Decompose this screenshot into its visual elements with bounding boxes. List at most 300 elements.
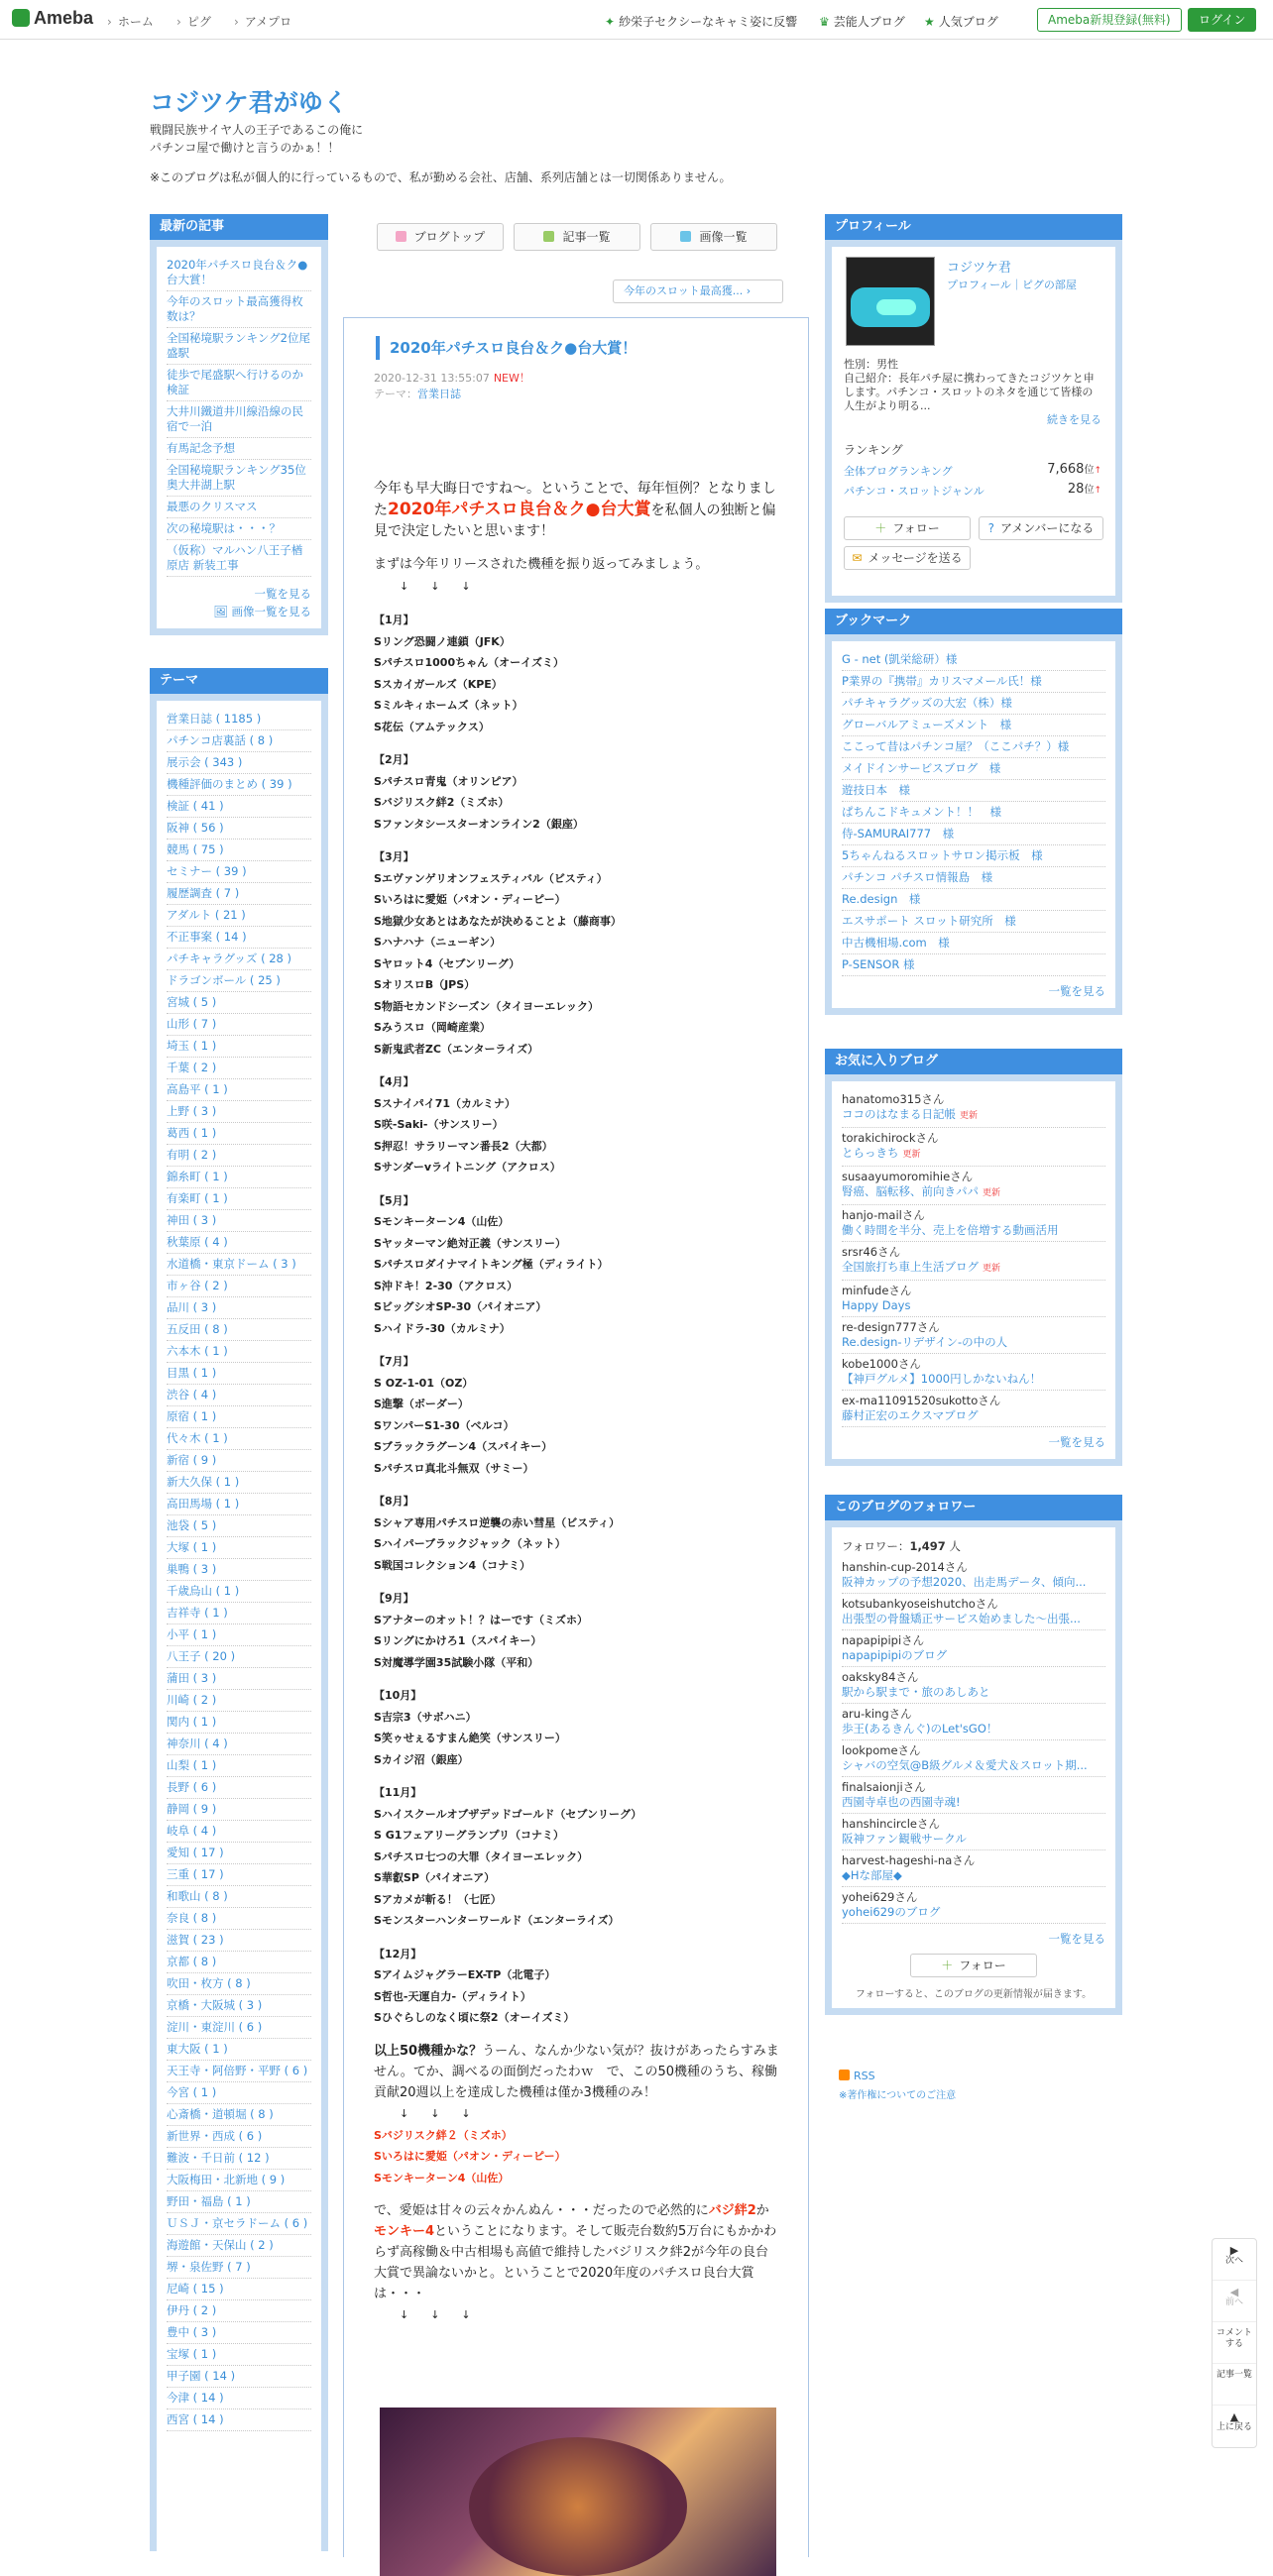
article-date-text: 2020-12-31 13:55:07 xyxy=(374,372,490,385)
month-label: 【10月】 xyxy=(374,1689,422,1702)
article-image[interactable] xyxy=(380,2408,776,2576)
bookmark-link[interactable]: G - net (凱栄総研）様 xyxy=(842,649,1105,671)
follower-item xyxy=(842,1667,1105,1704)
theme-link[interactable]: 関内 ( 1 ) xyxy=(167,1712,311,1734)
blog-desc-line1: 戦闘民族サイヤ人の王子であるこの俺に xyxy=(150,123,364,137)
recent-post-link[interactable]: 全国秘境駅ランキング2位尾盛駅 xyxy=(167,328,311,365)
bookmark-link[interactable]: グローバルアミューズメント 様 xyxy=(842,715,1105,736)
theme-link[interactable]: 品川 ( 3 ) xyxy=(167,1297,311,1319)
ranking-row-genre[interactable] xyxy=(844,483,1101,499)
san-suffix: さん xyxy=(916,1320,940,1334)
theme-link[interactable]: 京橋・大阪城 ( 3 ) xyxy=(167,1995,311,2017)
theme-link[interactable]: 大塚 ( 1 ) xyxy=(167,1537,311,1559)
prev-label: 前へ xyxy=(1224,2297,1243,2307)
recent-post-link[interactable]: 次の秘境駅は・・・？ xyxy=(167,518,311,540)
month-label: 【4月】 xyxy=(374,1075,414,1088)
theme-link[interactable]: 原宿 ( 1 ) xyxy=(167,1406,311,1428)
follower-blog-link[interactable]: ◆Hな部屋◆ xyxy=(842,1868,902,1882)
message-button[interactable] xyxy=(844,546,971,570)
bookmark-link[interactable]: 遊技日本 様 xyxy=(842,780,1105,802)
machine-item: S沖ドキ！2-30（アクロス） xyxy=(374,1279,519,1292)
recent-post-link[interactable]: 全国秘境駅ランキング35位 奥大井湖上駅 xyxy=(167,460,311,497)
bookmark-link[interactable]: ぱちんこドキュメント！！ 様 xyxy=(842,802,1105,824)
machine-item: Sモンスターハンターワールド（エンターライズ） xyxy=(374,1914,620,1927)
bookmark-link[interactable]: 中古機相場.com 様 xyxy=(842,933,1105,954)
article-list-button[interactable] xyxy=(1213,2364,1256,2406)
rank-unit-2: 位 xyxy=(1084,485,1095,496)
down-arrows-3: ↓ ↓ ↓ xyxy=(400,2308,471,2321)
follower-blog-link[interactable]: 阪神カップの予想2020、出走馬データ、傾向... xyxy=(842,1575,1087,1589)
follower-user-name: lookpome xyxy=(842,1743,898,1757)
machine-item: Sみうスロ（岡崎産業） xyxy=(374,1021,491,1034)
blog-disclaimer: ※このブログは私が個人的に行っているもので、私が勤める会社、店舗、系列店舗とは一切関係ありません。 xyxy=(150,170,732,184)
ameba-logo[interactable] xyxy=(12,8,93,29)
blog-title[interactable]: コジツケ君がゆく xyxy=(150,88,348,117)
follower-item xyxy=(842,1777,1105,1814)
signup-button[interactable]: Ameba新規登録(無料) xyxy=(1037,8,1182,32)
theme-link[interactable]: 有楽町 ( 1 ) xyxy=(167,1188,311,1210)
theme-link[interactable]: 秋葉原 ( 4 ) xyxy=(167,1232,311,1254)
nav-pigg[interactable] xyxy=(176,13,211,30)
rss-label: RSS xyxy=(854,2070,875,2082)
celebrity-blog-label: 芸能人ブログ xyxy=(833,15,905,29)
theme-link[interactable]: 堺・泉佐野 ( 7 ) xyxy=(167,2257,311,2279)
favorite-blog-link[interactable]: ココのはなまる日記帳 xyxy=(842,1107,956,1121)
machine-item: S地獄少女あとはあなたが決めることよ（藤商事） xyxy=(374,914,622,928)
machine-item: SオリスロB（JPS） xyxy=(374,978,476,991)
theme-link[interactable]: 池袋 ( 5 ) xyxy=(167,1515,311,1537)
favorite-blog-link[interactable]: 全国旅打ち車上生活ブログ xyxy=(842,1260,979,1274)
machine-item: Sバジリスク絆2（ミズホ） xyxy=(374,796,510,809)
tab-articles[interactable] xyxy=(514,223,640,251)
follower-blog-link[interactable]: yohei629のブログ xyxy=(842,1905,941,1919)
favorite-blogs-content xyxy=(832,1081,1115,1459)
floating-nav xyxy=(1212,2238,1257,2448)
follower-blog-link[interactable]: 阪神ファン観戦サークル xyxy=(842,1832,967,1846)
theme-link[interactable]: 有明 ( 2 ) xyxy=(167,1145,311,1167)
machine-item: SアイムジャグラーEX-TP（北電子） xyxy=(374,1968,556,1981)
updated-badge: 更新 xyxy=(902,1150,921,1160)
favorite-blog-link[interactable]: 働く時間を半分、売上を倍増する動画活用 xyxy=(842,1223,1059,1237)
comment-label: コメントする xyxy=(1215,2328,1252,2349)
theme-link[interactable]: 吉祥寺 ( 1 ) xyxy=(167,1603,311,1624)
article-date xyxy=(374,370,530,386)
tab-blog-top-label: ブログトップ xyxy=(413,230,486,244)
machine-item: Sいろはに愛姫（パオン・ディーピー） xyxy=(374,893,566,906)
copyright-note-link[interactable]: ※著作権についてのご注意 xyxy=(839,2090,957,2101)
article-theme-link[interactable]: 営業日誌 xyxy=(417,388,461,400)
tab-images[interactable] xyxy=(650,223,777,251)
theme-link[interactable]: 目黒 ( 1 ) xyxy=(167,1363,311,1385)
updated-badge: 更新 xyxy=(983,1264,1001,1274)
image-more-link[interactable] xyxy=(167,603,311,620)
theme-link[interactable]: 伊丹 ( 2 ) xyxy=(167,2300,311,2322)
recent-post-link[interactable]: 大井川鐵道井川線沿線の民宿で一泊 xyxy=(167,401,311,438)
theme-link[interactable]: 三重 ( 17 ) xyxy=(167,1864,311,1886)
theme-link[interactable]: 東大阪 ( 1 ) xyxy=(167,2039,311,2061)
theme-link[interactable]: 神田 ( 3 ) xyxy=(167,1210,311,1232)
bookmark-content xyxy=(832,641,1115,1008)
follower-blog-link[interactable]: 歩王(あるきんぐ)のLet'sGO！ xyxy=(842,1722,998,1736)
conclusion-text-c: ということになります。そして販売台数約5万台にもかかわらず高稼働＆中古相場も高値で維持したバジリスク絆2が今年の良台大賞で異論ないかと。ということで2020年度のパチスロ良台大賞は・・・ xyxy=(374,2224,777,2301)
bookmark-header: ブックマーク xyxy=(825,609,1122,634)
prev-article-link[interactable] xyxy=(613,280,783,303)
message-button-label: メッセージを送る xyxy=(868,551,963,565)
question-icon: ? xyxy=(987,521,994,535)
machine-item: Sパチスロ1000ちゃん（オーイズミ） xyxy=(374,656,564,669)
follower-blog-link[interactable]: 駅から駅まで・旅のあしあと xyxy=(842,1685,990,1699)
san-suffix: さん xyxy=(901,1633,925,1647)
theme-link[interactable]: 淀川・東淀川 ( 6 ) xyxy=(167,2017,311,2039)
recent-post-link[interactable]: （仮称）マルハン八王子楢原店 新装工事 xyxy=(167,540,311,577)
follower-item xyxy=(842,1740,1105,1777)
nav-amepro[interactable] xyxy=(234,13,291,30)
machine-item: Sエヴァンゲリオンフェスティバル（ビスティ） xyxy=(374,871,608,885)
bookmark-link[interactable]: ここって昔はパチンコ屋？（ここパチ？）様 xyxy=(842,736,1105,758)
favorite-user xyxy=(842,1208,1105,1223)
theme-link[interactable]: 吹田・枚方 ( 8 ) xyxy=(167,1973,311,1995)
bookmark-more-link[interactable]: 一覧を見る xyxy=(1048,984,1105,998)
recent-post-link[interactable]: 徒歩で尾盛駅へ行けるのか検証 xyxy=(167,365,311,401)
theme-link[interactable]: 五反田 ( 8 ) xyxy=(167,1319,311,1341)
favorite-user xyxy=(842,1357,1105,1372)
tab-articles-label: 記事一覧 xyxy=(562,230,611,244)
favorite-user-name: hanjo-mail xyxy=(842,1208,902,1222)
nav-pigg-label: ピグ xyxy=(186,15,211,29)
san-suffix: さん xyxy=(895,1670,919,1684)
rank-unit-1: 位 xyxy=(1084,465,1095,476)
theme-link[interactable]: 海遊館・天保山 ( 2 ) xyxy=(167,2235,311,2257)
celebrity-blog-link[interactable] xyxy=(819,13,905,30)
top-bar xyxy=(0,0,1273,40)
top3-item-2: Sいろはに愛姫（パオン・ディーピー） xyxy=(374,2150,566,2163)
theme-link[interactable]: 愛知 ( 17 ) xyxy=(167,1843,311,1864)
home-icon xyxy=(396,231,406,242)
machine-item: Sハイパーブラックジャック（ネット） xyxy=(374,1537,566,1550)
favorite-blog-item xyxy=(842,1242,1105,1281)
recent-more-link[interactable]: 一覧を見る xyxy=(254,587,311,601)
theme-link[interactable]: ドラゴンボール ( 25 ) xyxy=(167,970,311,992)
back-to-top-label: 上に戻る xyxy=(1215,2422,1252,2432)
machine-item: Sサンダーvライトニング（アクロス） xyxy=(374,1161,561,1174)
sparkle-icon: ✦ xyxy=(605,15,616,29)
machine-photo xyxy=(469,2437,687,2576)
machine-item: S G1フェアリーグランプリ（コナミ） xyxy=(374,1829,565,1842)
theme-link[interactable]: 宮城 ( 5 ) xyxy=(167,992,311,1014)
theme-link[interactable]: 高島平 ( 1 ) xyxy=(167,1079,311,1101)
theme-link[interactable]: 新世界・西成 ( 6 ) xyxy=(167,2126,311,2148)
theme-link[interactable]: 代々木 ( 1 ) xyxy=(167,1428,311,1450)
follower-item xyxy=(842,1887,1105,1924)
bookmark-link[interactable]: パチンコ パチスロ情報島 様 xyxy=(842,867,1105,889)
theme-link[interactable]: 千葉 ( 2 ) xyxy=(167,1058,311,1079)
bookmark-link[interactable]: 侍-SAMURAI777 様 xyxy=(842,824,1105,845)
san-suffix: さん xyxy=(877,1245,901,1259)
theme-link[interactable]: 六本木 ( 1 ) xyxy=(167,1341,311,1363)
blog-desc-line2: パチンコ屋で働けと言うのかぁ！！ xyxy=(150,141,340,155)
machine-item: Sブラックラグーン4（スパイキー） xyxy=(374,1440,553,1453)
nav-home[interactable] xyxy=(107,13,154,30)
theme-link[interactable]: 大阪梅田・北新地 ( 9 ) xyxy=(167,2170,311,2191)
follower-blog-link[interactable]: napapipipiのブログ xyxy=(842,1648,948,1662)
theme-link[interactable]: 山梨 ( 1 ) xyxy=(167,1755,311,1777)
theme-link[interactable]: パチキャラグッズ ( 28 ) xyxy=(167,949,311,970)
follower-count-unit: 人 xyxy=(949,1539,961,1553)
machine-item: Sパチスロダイナマイトキング極（ディライト） xyxy=(374,1258,609,1271)
favorite-blog-line xyxy=(842,1146,1105,1163)
favorite-blog-link[interactable]: Re.design-リデザイン-の中の人 xyxy=(842,1335,1008,1349)
theme-link[interactable]: 高田馬場 ( 1 ) xyxy=(167,1494,311,1515)
follower-user xyxy=(842,1743,1105,1758)
follower-count-label: フォロワー： xyxy=(842,1539,910,1553)
recent-post-link[interactable]: 有馬記念予想 xyxy=(167,438,311,460)
rank2-label: パチンコ・スロットジャンル xyxy=(844,485,984,498)
theme-link[interactable]: 蒲田 ( 3 ) xyxy=(167,1668,311,1690)
avatar[interactable] xyxy=(846,257,935,346)
theme-link[interactable]: 天王寺・阿倍野・平野 ( 6 ) xyxy=(167,2061,311,2082)
machine-item: Sリング恐闘ノ連鎖（JFK） xyxy=(374,634,511,648)
san-suffix: さん xyxy=(978,1394,1001,1407)
intro-text-1: 今年も早大晦日ですね～。ということで、毎年恒例？となりました xyxy=(374,481,776,518)
lead-text: まずは今年リリースされた機種を振り返ってみましょう。 xyxy=(374,557,709,572)
machine-item: Sスナイパイ71（カルミナ） xyxy=(374,1096,517,1110)
machine-item: S OZ-1-01（OZ） xyxy=(374,1376,474,1390)
machine-item: SワンパーS1-30（ベルコ） xyxy=(374,1418,515,1432)
month-label: 【2月】 xyxy=(374,753,414,766)
rank1-value: 7,668 xyxy=(1047,462,1085,477)
theme-link[interactable]: 検証 ( 41 ) xyxy=(167,796,311,818)
theme-link[interactable]: 甲子園 ( 14 ) xyxy=(167,2366,311,2388)
theme-link[interactable]: 京都 ( 8 ) xyxy=(167,1952,311,1973)
san-suffix: さん xyxy=(915,1131,939,1145)
theme-link[interactable]: アダルト ( 21 ) xyxy=(167,905,311,927)
theme-link[interactable]: 豊中 ( 3 ) xyxy=(167,2322,311,2344)
follower-blog-link[interactable]: 出張型の骨盤矯正サービス始めました～出張... xyxy=(842,1612,1081,1625)
tab-blog-top[interactable] xyxy=(377,223,504,251)
machine-item: Sシャア専用パチスロ逆襲の赤い彗星（ビスティ） xyxy=(374,1515,621,1529)
month-label: 【9月】 xyxy=(374,1592,414,1605)
theme-link[interactable]: 長野 ( 6 ) xyxy=(167,1777,311,1799)
favorite-user xyxy=(842,1394,1105,1408)
updated-badge: 更新 xyxy=(983,1188,1001,1198)
theme-link[interactable]: 岐阜 ( 4 ) xyxy=(167,1821,311,1843)
theme-link[interactable]: 機種評価のまとめ ( 39 ) xyxy=(167,774,311,796)
theme-link[interactable]: 展示会 ( 343 ) xyxy=(167,752,311,774)
logo-text: Ameba xyxy=(34,8,94,28)
favorite-blog-item xyxy=(842,1391,1105,1427)
favorite-user xyxy=(842,1170,1105,1184)
news-link[interactable] xyxy=(605,13,797,30)
amember-button[interactable] xyxy=(979,516,1103,540)
bookmark-link[interactable]: Re.design 様 xyxy=(842,889,1105,911)
theme-link[interactable]: 阪神 ( 56 ) xyxy=(167,818,311,840)
profile-readmore-link[interactable]: 続きを見る xyxy=(1047,413,1101,426)
theme-link[interactable]: 心斎橋・道頓堀 ( 8 ) xyxy=(167,2104,311,2126)
bookmark-link[interactable]: エスサポート スロット研究所 様 xyxy=(842,911,1105,933)
theme-link[interactable]: 山形 ( 7 ) xyxy=(167,1014,311,1036)
theme-link[interactable]: 野田・福島 ( 1 ) xyxy=(167,2191,311,2213)
theme-link[interactable]: 和歌山 ( 8 ) xyxy=(167,1886,311,1908)
back-to-top-button[interactable] xyxy=(1213,2406,1256,2447)
follow-button-2[interactable] xyxy=(910,1954,1037,1977)
theme-link[interactable]: 葛西 ( 1 ) xyxy=(167,1123,311,1145)
machine-item: Sファンタシースターオンライン2（銀座） xyxy=(374,817,584,831)
plus-icon: ＋ xyxy=(874,521,887,535)
favorite-blog-line xyxy=(842,1372,1105,1387)
follow-button[interactable] xyxy=(844,516,971,540)
theme-link[interactable]: 八王子 ( 20 ) xyxy=(167,1646,311,1668)
follower-blog-link[interactable]: シャバの空気@B級グルメ＆愛犬＆スロット期... xyxy=(842,1758,1088,1772)
login-button[interactable]: ログイン xyxy=(1188,8,1256,32)
month-label: 【8月】 xyxy=(374,1495,414,1508)
comment-button[interactable] xyxy=(1213,2322,1256,2364)
favorite-user-name: srsr46 xyxy=(842,1245,878,1259)
machine-item: Sアナターのオット！？はーです（ミズホ） xyxy=(374,1613,589,1626)
theme-link[interactable]: 宝塚 ( 1 ) xyxy=(167,2344,311,2366)
profile-gender: 性別：男性 xyxy=(844,358,898,371)
theme-link[interactable]: 神奈川 ( 4 ) xyxy=(167,1734,311,1755)
chevron-right-icon: › xyxy=(107,15,112,29)
follower-user-name: hanshin-cup-2014 xyxy=(842,1560,945,1574)
ranking-row-overall[interactable] xyxy=(844,463,1101,479)
popular-blog-label: 人気ブログ xyxy=(938,15,998,29)
follower-blog-link[interactable]: 西園寺卓也の西園寺魂! xyxy=(842,1795,961,1809)
favorite-blog-link[interactable]: 藤村正宏のエクスマブログ xyxy=(842,1408,979,1422)
rss-icon xyxy=(839,2070,850,2080)
rss-link[interactable] xyxy=(839,2070,875,2082)
favorite-user-name: hanatomo315 xyxy=(842,1092,922,1106)
machine-item: Sヤッターマン絶対正義（サンスリー） xyxy=(374,1236,567,1250)
theme-link[interactable]: 静岡 ( 9 ) xyxy=(167,1799,311,1821)
theme-link[interactable]: 上野 ( 3 ) xyxy=(167,1101,311,1123)
profile-name[interactable]: コジツケ君 xyxy=(947,261,1011,276)
theme-link[interactable]: 新宿 ( 9 ) xyxy=(167,1450,311,1472)
article-title[interactable]: 2020年パチスロ良台＆ク●台大賞！ xyxy=(376,336,636,360)
follower-item xyxy=(842,1630,1105,1667)
summary-paragraph xyxy=(374,2041,780,2103)
rank-up-icon-2: ↑ xyxy=(1094,486,1101,496)
theme-link[interactable]: ＵＳＪ・京セラドーム ( 6 ) xyxy=(167,2213,311,2235)
theme-link[interactable]: 埼玉 ( 1 ) xyxy=(167,1036,311,1058)
theme-link[interactable]: 巣鴨 ( 3 ) xyxy=(167,1559,311,1581)
play-back-icon: ◀ xyxy=(1229,2286,1239,2298)
down-arrows-2: ↓ ↓ ↓ xyxy=(400,2106,471,2120)
theme-link[interactable]: 履歴調査 ( 7 ) xyxy=(167,883,311,905)
theme-link[interactable]: 市ヶ谷 ( 2 ) xyxy=(167,1276,311,1297)
san-suffix: さん xyxy=(888,1707,912,1721)
theme-link[interactable]: 尼崎 ( 15 ) xyxy=(167,2279,311,2300)
triangle-up-icon: ▲ xyxy=(1229,2410,1239,2423)
theme-link[interactable]: 今津 ( 14 ) xyxy=(167,2388,311,2409)
bookmark-link[interactable]: P業界の『携帯』カリスマメール氏！様 xyxy=(842,671,1105,693)
follower-user xyxy=(842,1560,1105,1575)
month-label: 【1月】 xyxy=(374,614,414,626)
bookmark-link[interactable]: 5ちゃんねるスロットサロン掲示板 様 xyxy=(842,845,1105,867)
follower-user xyxy=(842,1670,1105,1685)
intro-text-2: を私個人の独断と偏見で決定したいと思います！ xyxy=(374,503,776,539)
popular-blog-link[interactable] xyxy=(924,13,998,30)
machine-item: S咲-Saki-（サンスリー） xyxy=(374,1118,504,1131)
theme-header: テーマ xyxy=(150,668,328,694)
recent-posts-more xyxy=(157,585,321,628)
star-icon: ★ xyxy=(924,15,935,29)
theme-link[interactable]: パチンコ店裏話 ( 8 ) xyxy=(167,730,311,752)
machine-item: S戦国コレクション4（コナミ） xyxy=(374,1558,531,1572)
profile-header: プロフィール xyxy=(825,214,1122,240)
machine-item: Sアカメが斬る！（七匠） xyxy=(374,1892,502,1906)
theme-link[interactable]: 小平 ( 1 ) xyxy=(167,1624,311,1646)
favorite-more-link[interactable]: 一覧を見る xyxy=(1048,1435,1105,1449)
theme-link[interactable]: 難波・千日前 ( 12 ) xyxy=(167,2148,311,2170)
follower-user xyxy=(842,1633,1105,1648)
favorite-blog-link[interactable]: 腎癌、脳転移、前向きパパ xyxy=(842,1184,979,1198)
theme-link[interactable]: 滋賀 ( 23 ) xyxy=(167,1930,311,1952)
profile-sub-link[interactable]: プロフィール｜ピグの部屋 xyxy=(947,279,1077,291)
theme-link[interactable]: 今宮 ( 1 ) xyxy=(167,2082,311,2104)
follower-count-value: 1,497 xyxy=(909,1539,946,1553)
theme-link[interactable]: 千歳烏山 ( 1 ) xyxy=(167,1581,311,1603)
follower-item xyxy=(842,1594,1105,1630)
new-badge: NEW！ xyxy=(493,372,530,385)
recent-post-link[interactable]: 最悪のクリスマス xyxy=(167,497,311,518)
bookmark-link[interactable]: メイドインサービスブログ 様 xyxy=(842,758,1105,780)
month-label: 【5月】 xyxy=(374,1193,414,1207)
amember-button-label: アメンバーになる xyxy=(999,521,1095,535)
favorite-blog-link[interactable]: とらっきち xyxy=(842,1146,899,1160)
bookmark-link[interactable]: P-SENSOR 様 xyxy=(842,954,1105,976)
profile-info xyxy=(844,358,1101,427)
favorite-blog-line xyxy=(842,1298,1105,1313)
theme-link[interactable]: 西宮 ( 14 ) xyxy=(167,2409,311,2431)
follower-user xyxy=(842,1597,1105,1612)
profile-box xyxy=(825,214,1122,603)
bookmark-box xyxy=(825,609,1122,1015)
theme-link[interactable]: 新大久保 ( 1 ) xyxy=(167,1472,311,1494)
next-label: 次へ xyxy=(1224,2256,1243,2266)
next-button[interactable] xyxy=(1213,2239,1256,2281)
theme-link[interactable]: 奈良 ( 8 ) xyxy=(167,1908,311,1930)
theme-link[interactable]: 営業日誌 ( 1185 ) xyxy=(167,709,311,730)
profile-content xyxy=(832,247,1115,596)
recent-post-link[interactable]: 2020年パチスロ良台＆ク●台大賞！ xyxy=(167,255,311,291)
theme-link[interactable]: セミナー ( 39 ) xyxy=(167,861,311,883)
follower-item xyxy=(842,1850,1105,1887)
theme-link[interactable]: 錦糸町 ( 1 ) xyxy=(167,1167,311,1188)
prev-button[interactable] xyxy=(1213,2281,1256,2322)
san-suffix: さん xyxy=(897,1743,921,1757)
bookmark-link[interactable]: パチキャラグッズの大宏（株）様 xyxy=(842,693,1105,715)
machine-item: S対魔導学園35試験小隊（平和） xyxy=(374,1655,539,1669)
theme-link[interactable]: 渋谷 ( 4 ) xyxy=(167,1385,311,1406)
recent-post-link[interactable]: 今年のスロット最高獲得枚数は？ xyxy=(167,291,311,328)
follower-user-name: yohei629 xyxy=(842,1890,895,1904)
favorite-blog-link[interactable]: Happy Days xyxy=(842,1298,911,1312)
theme-link[interactable]: 川崎 ( 2 ) xyxy=(167,1690,311,1712)
favorite-blog-link[interactable]: 【神戸グルメ】1000円しかないねん！ xyxy=(842,1372,1042,1386)
theme-box xyxy=(150,668,328,2551)
image-more-label: 画像一覧を見る xyxy=(231,605,311,618)
theme-link[interactable]: 水道橋・東京ドーム ( 3 ) xyxy=(167,1254,311,1276)
machine-item: Sパチスロ青鬼（オリンピア） xyxy=(374,774,523,788)
follower-more-link[interactable]: 一覧を見る xyxy=(1048,1932,1105,1946)
followers-content xyxy=(832,1527,1115,2008)
theme-link[interactable]: 競馬 ( 75 ) xyxy=(167,840,311,861)
theme-link[interactable]: 不正事案 ( 14 ) xyxy=(167,927,311,949)
month-label: 【12月】 xyxy=(374,1947,422,1960)
camera-icon xyxy=(680,231,691,242)
follower-user-name: hanshincircle xyxy=(842,1817,917,1831)
article-theme-label: テーマ： xyxy=(374,388,417,400)
